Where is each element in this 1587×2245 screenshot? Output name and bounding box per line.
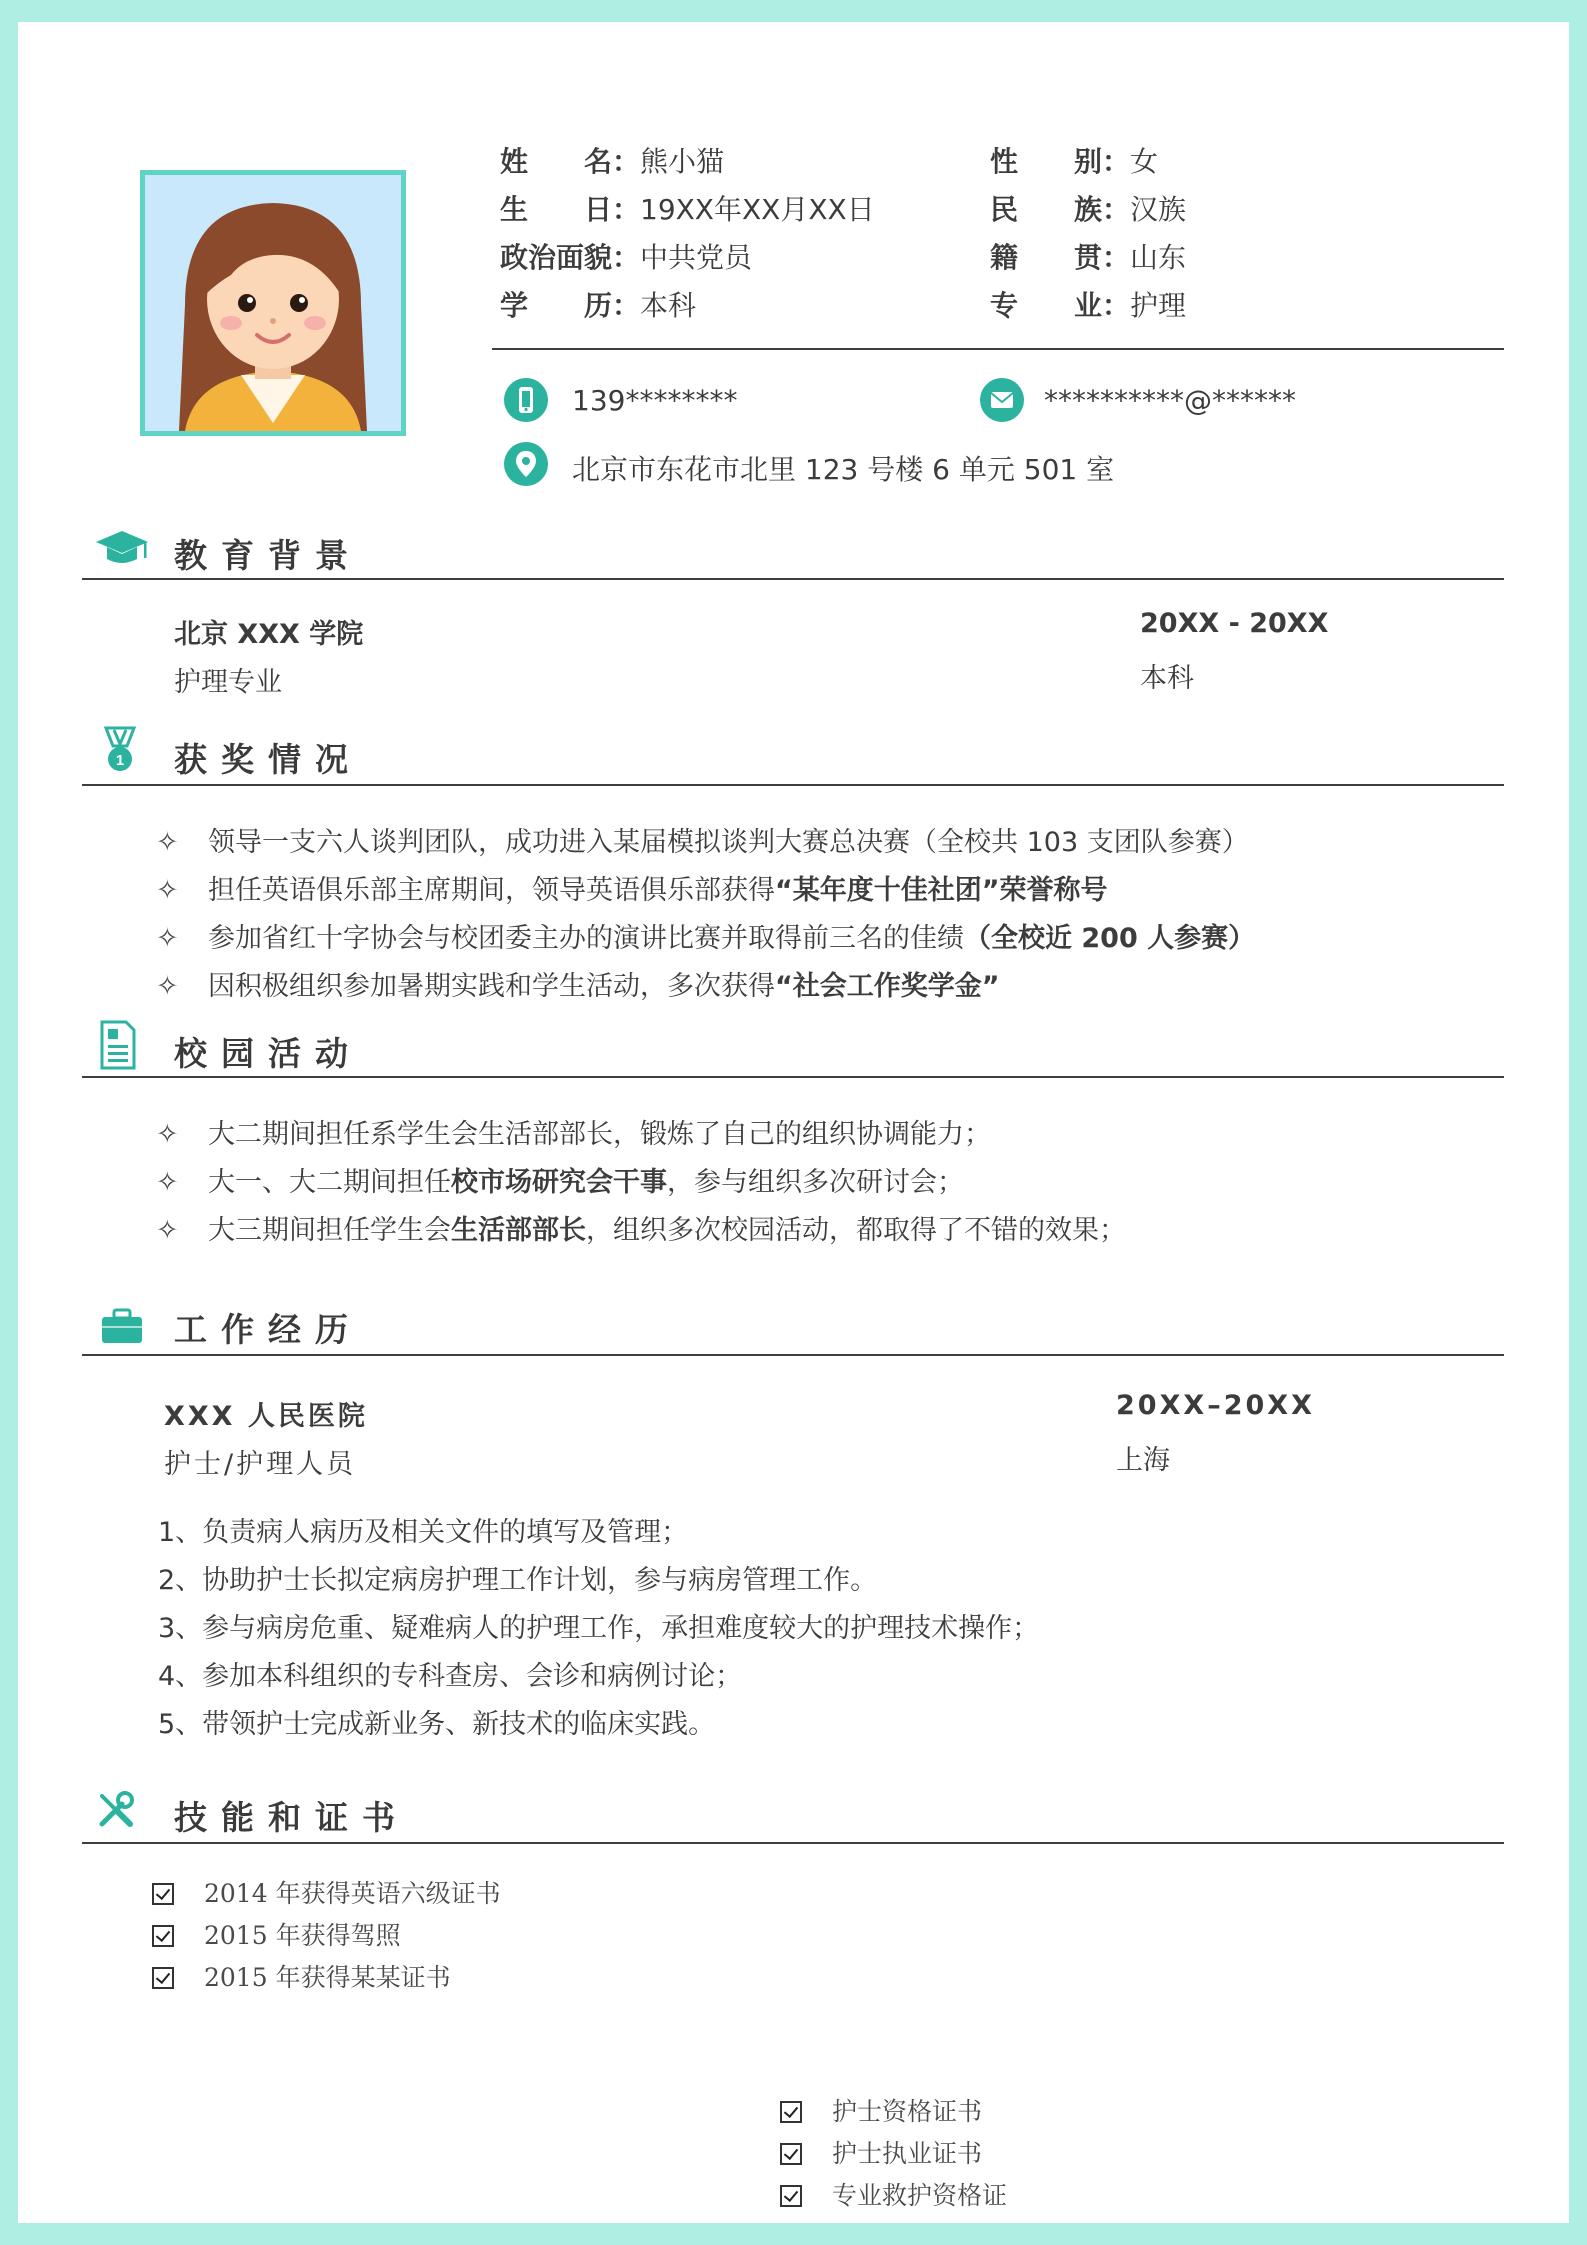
checkbox-icon [152, 1967, 174, 1989]
political-value: 中共党员 [640, 241, 753, 274]
work-location: 上海 [1116, 1445, 1170, 1476]
briefcase-icon [100, 1306, 144, 1350]
duty-item: 3、参与病房危重、疑难病人的护理工作，承担难度较大的护理技术操作； [158, 1613, 1040, 1644]
name-value: 熊小猫 [640, 145, 725, 178]
skills-title: 技能和证书 [174, 1798, 409, 1837]
duty-item: 5、带领护士完成新业务、新技术的临床实践。 [158, 1709, 716, 1740]
certificate-item: 护士执业证书 [780, 2134, 982, 2170]
checkbox-icon [780, 2101, 802, 2123]
phone-icon [504, 378, 548, 422]
company-name: XXX 人民医院 [164, 1401, 368, 1432]
education-title: 教育背景 [174, 536, 362, 575]
duty-item: 2、协助护士长拟定病房护理工作计划，参与病房管理工作。 [158, 1565, 878, 1596]
awards-divider [82, 784, 1504, 786]
birthday-label: 生 日： [500, 193, 641, 226]
campus-item: ✧ 大二期间担任系学生会生活部部长，锻炼了自己的组织协调能力； [156, 1119, 991, 1150]
bullet-icon: ✧ [156, 923, 179, 954]
major-label: 专 业： [990, 289, 1131, 322]
svg-text:1: 1 [115, 752, 125, 769]
profile-divider [492, 348, 1504, 350]
name-label: 姓 名： [500, 145, 641, 178]
phone-number: 139******** [572, 384, 738, 417]
certificate-item: 护士资格证书 [780, 2092, 982, 2128]
hometown-label: 籍 贯： [990, 241, 1131, 274]
checkbox-icon [152, 1883, 174, 1905]
medal-icon [100, 726, 140, 778]
resume-page [18, 22, 1569, 2223]
mail-icon [980, 378, 1024, 422]
checkbox-icon [780, 2185, 802, 2207]
major-value: 护理 [1130, 289, 1187, 322]
certificate-item: 2014 年获得英语六级证书 [152, 1874, 501, 1910]
checkbox-icon [152, 1925, 174, 1947]
award-item: ✧ 因积极组织参加暑期实践和学生活动，多次获得“社会工作奖学金” [156, 971, 1000, 1002]
location-icon [504, 442, 548, 486]
home-address: 北京市东花市北里 123 号楼 6 单元 501 室 [572, 453, 1115, 486]
avatar [140, 170, 406, 436]
graduation-cap-icon [94, 526, 150, 574]
skills-divider [82, 1842, 1504, 1844]
campus-divider [82, 1076, 1504, 1078]
bullet-icon: ✧ [156, 1215, 179, 1246]
bullet-icon: ✧ [156, 827, 179, 858]
bullet-icon: ✧ [156, 1167, 179, 1198]
tools-icon [96, 1790, 136, 1834]
school-major: 护理专业 [174, 667, 282, 698]
duty-item: 1、负责病人病历及相关文件的填写及管理； [158, 1517, 689, 1548]
education-period: 20XX - 20XX [1140, 608, 1329, 639]
bullet-icon: ✧ [156, 971, 179, 1002]
education-level-value: 本科 [640, 289, 697, 322]
certificate-item: 2015 年获得某某证书 [152, 1958, 451, 1994]
certificate-item: 2015 年获得驾照 [152, 1916, 401, 1952]
work-period: 20XX–20XX [1116, 1390, 1315, 1421]
checkbox-icon [780, 2143, 802, 2165]
resume-doc-icon [98, 1020, 138, 1074]
birthday-value: 19XX年XX月XX日 [640, 193, 875, 226]
education-degree: 本科 [1140, 663, 1194, 694]
campus-item: ✧ 大三期间担任学生会生活部部长，组织多次校园活动，都取得了不错的效果； [156, 1215, 1126, 1246]
school-name: 北京 XXX 学院 [174, 619, 364, 650]
gender-value: 女 [1130, 145, 1159, 178]
ethnicity-label: 民 族： [990, 193, 1131, 226]
duty-item: 4、参加本科组织的专科查房、会诊和病例讨论； [158, 1661, 743, 1692]
avatar-illustration [145, 175, 401, 431]
certificate-item: 专业救护资格证 [780, 2176, 1007, 2212]
bullet-icon: ✧ [156, 875, 179, 906]
award-item: ✧ 参加省红十字协会与校团委主办的演讲比赛并取得前三名的佳绩（全校近 200 人参赛） [156, 923, 1256, 954]
education-divider [82, 578, 1504, 580]
campus-title: 校园活动 [174, 1034, 362, 1073]
awards-title: 获奖情况 [174, 740, 362, 779]
job-role: 护士/护理人员 [164, 1449, 357, 1480]
email-address: **********@****** [1044, 384, 1296, 417]
work-divider [82, 1354, 1504, 1356]
political-label: 政治面貌： [500, 241, 641, 274]
ethnicity-value: 汉族 [1130, 193, 1187, 226]
work-title: 工作经历 [174, 1310, 362, 1349]
hometown-value: 山东 [1130, 241, 1187, 274]
campus-item: ✧ 大一、大二期间担任校市场研究会干事，参与组织多次研讨会； [156, 1167, 964, 1198]
award-item: ✧ 担任英语俱乐部主席期间，领导英语俱乐部获得“某年度十佳社团”荣誉称号 [156, 875, 1108, 906]
award-item: ✧ 领导一支六人谈判团队，成功进入某届模拟谈判大赛总决赛（全校共 103 支团队参赛） [156, 827, 1249, 858]
education-level-label: 学 历： [500, 289, 641, 322]
bullet-icon: ✧ [156, 1119, 179, 1150]
gender-label: 性 别： [990, 145, 1131, 178]
